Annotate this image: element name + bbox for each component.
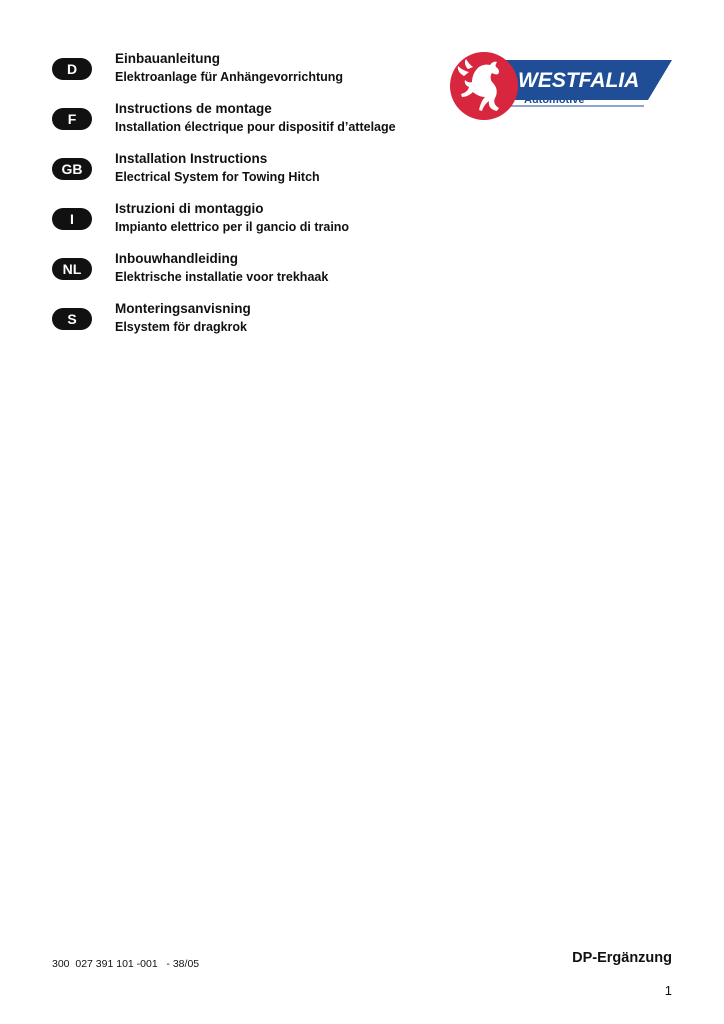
language-list	[52, 48, 452, 348]
language-row-f	[52, 98, 452, 148]
language-badge: GB	[52, 158, 92, 180]
language-badge: D	[52, 58, 92, 80]
language-title: Instructions de montage	[115, 101, 272, 116]
language-title: Inbouwhandleiding	[115, 251, 238, 266]
logo-tagline: Automotive	[524, 94, 585, 106]
language-row-d	[52, 48, 452, 98]
language-text	[115, 150, 320, 186]
language-text	[115, 300, 251, 336]
language-subtitle: Elsystem för dragkrok	[115, 320, 247, 334]
language-subtitle: Installation électrique pour dispositif d’attelage	[115, 120, 396, 134]
language-title: Installation Instructions	[115, 151, 268, 166]
language-title: Einbauanleitung	[115, 51, 221, 66]
document-supplement: DP-Ergänzung	[572, 950, 672, 966]
language-text	[115, 200, 349, 236]
page-number: 1	[664, 983, 672, 998]
language-text	[115, 100, 396, 136]
language-badge: NL	[52, 258, 92, 280]
language-subtitle: Elektroanlage für Anhängevorrichtung	[115, 70, 344, 84]
language-subtitle: Electrical System for Towing Hitch	[115, 170, 320, 184]
language-badge: F	[52, 108, 92, 130]
language-text	[115, 250, 328, 286]
language-subtitle: Elektrische installatie voor trekhaak	[115, 270, 329, 284]
westfalia-logo-graphic	[448, 50, 672, 122]
language-title: Istruzioni di montaggio	[115, 201, 264, 216]
language-badge: I	[52, 208, 92, 230]
language-row-i	[52, 198, 452, 248]
rearing-horse-icon	[450, 52, 518, 120]
language-text	[115, 50, 343, 86]
language-row-s	[52, 298, 452, 348]
language-title: Monteringsanvisning	[115, 301, 251, 316]
language-row-gb	[52, 148, 452, 198]
language-badge: S	[52, 308, 92, 330]
language-subtitle: Impianto elettrico per il gancio di traino	[115, 220, 350, 234]
logo-brand: WESTFALIA	[518, 69, 640, 92]
westfalia-logo	[448, 50, 672, 122]
document-number: 300 027 391 101 -001 - 38/05	[52, 958, 200, 970]
language-row-nl	[52, 248, 452, 298]
